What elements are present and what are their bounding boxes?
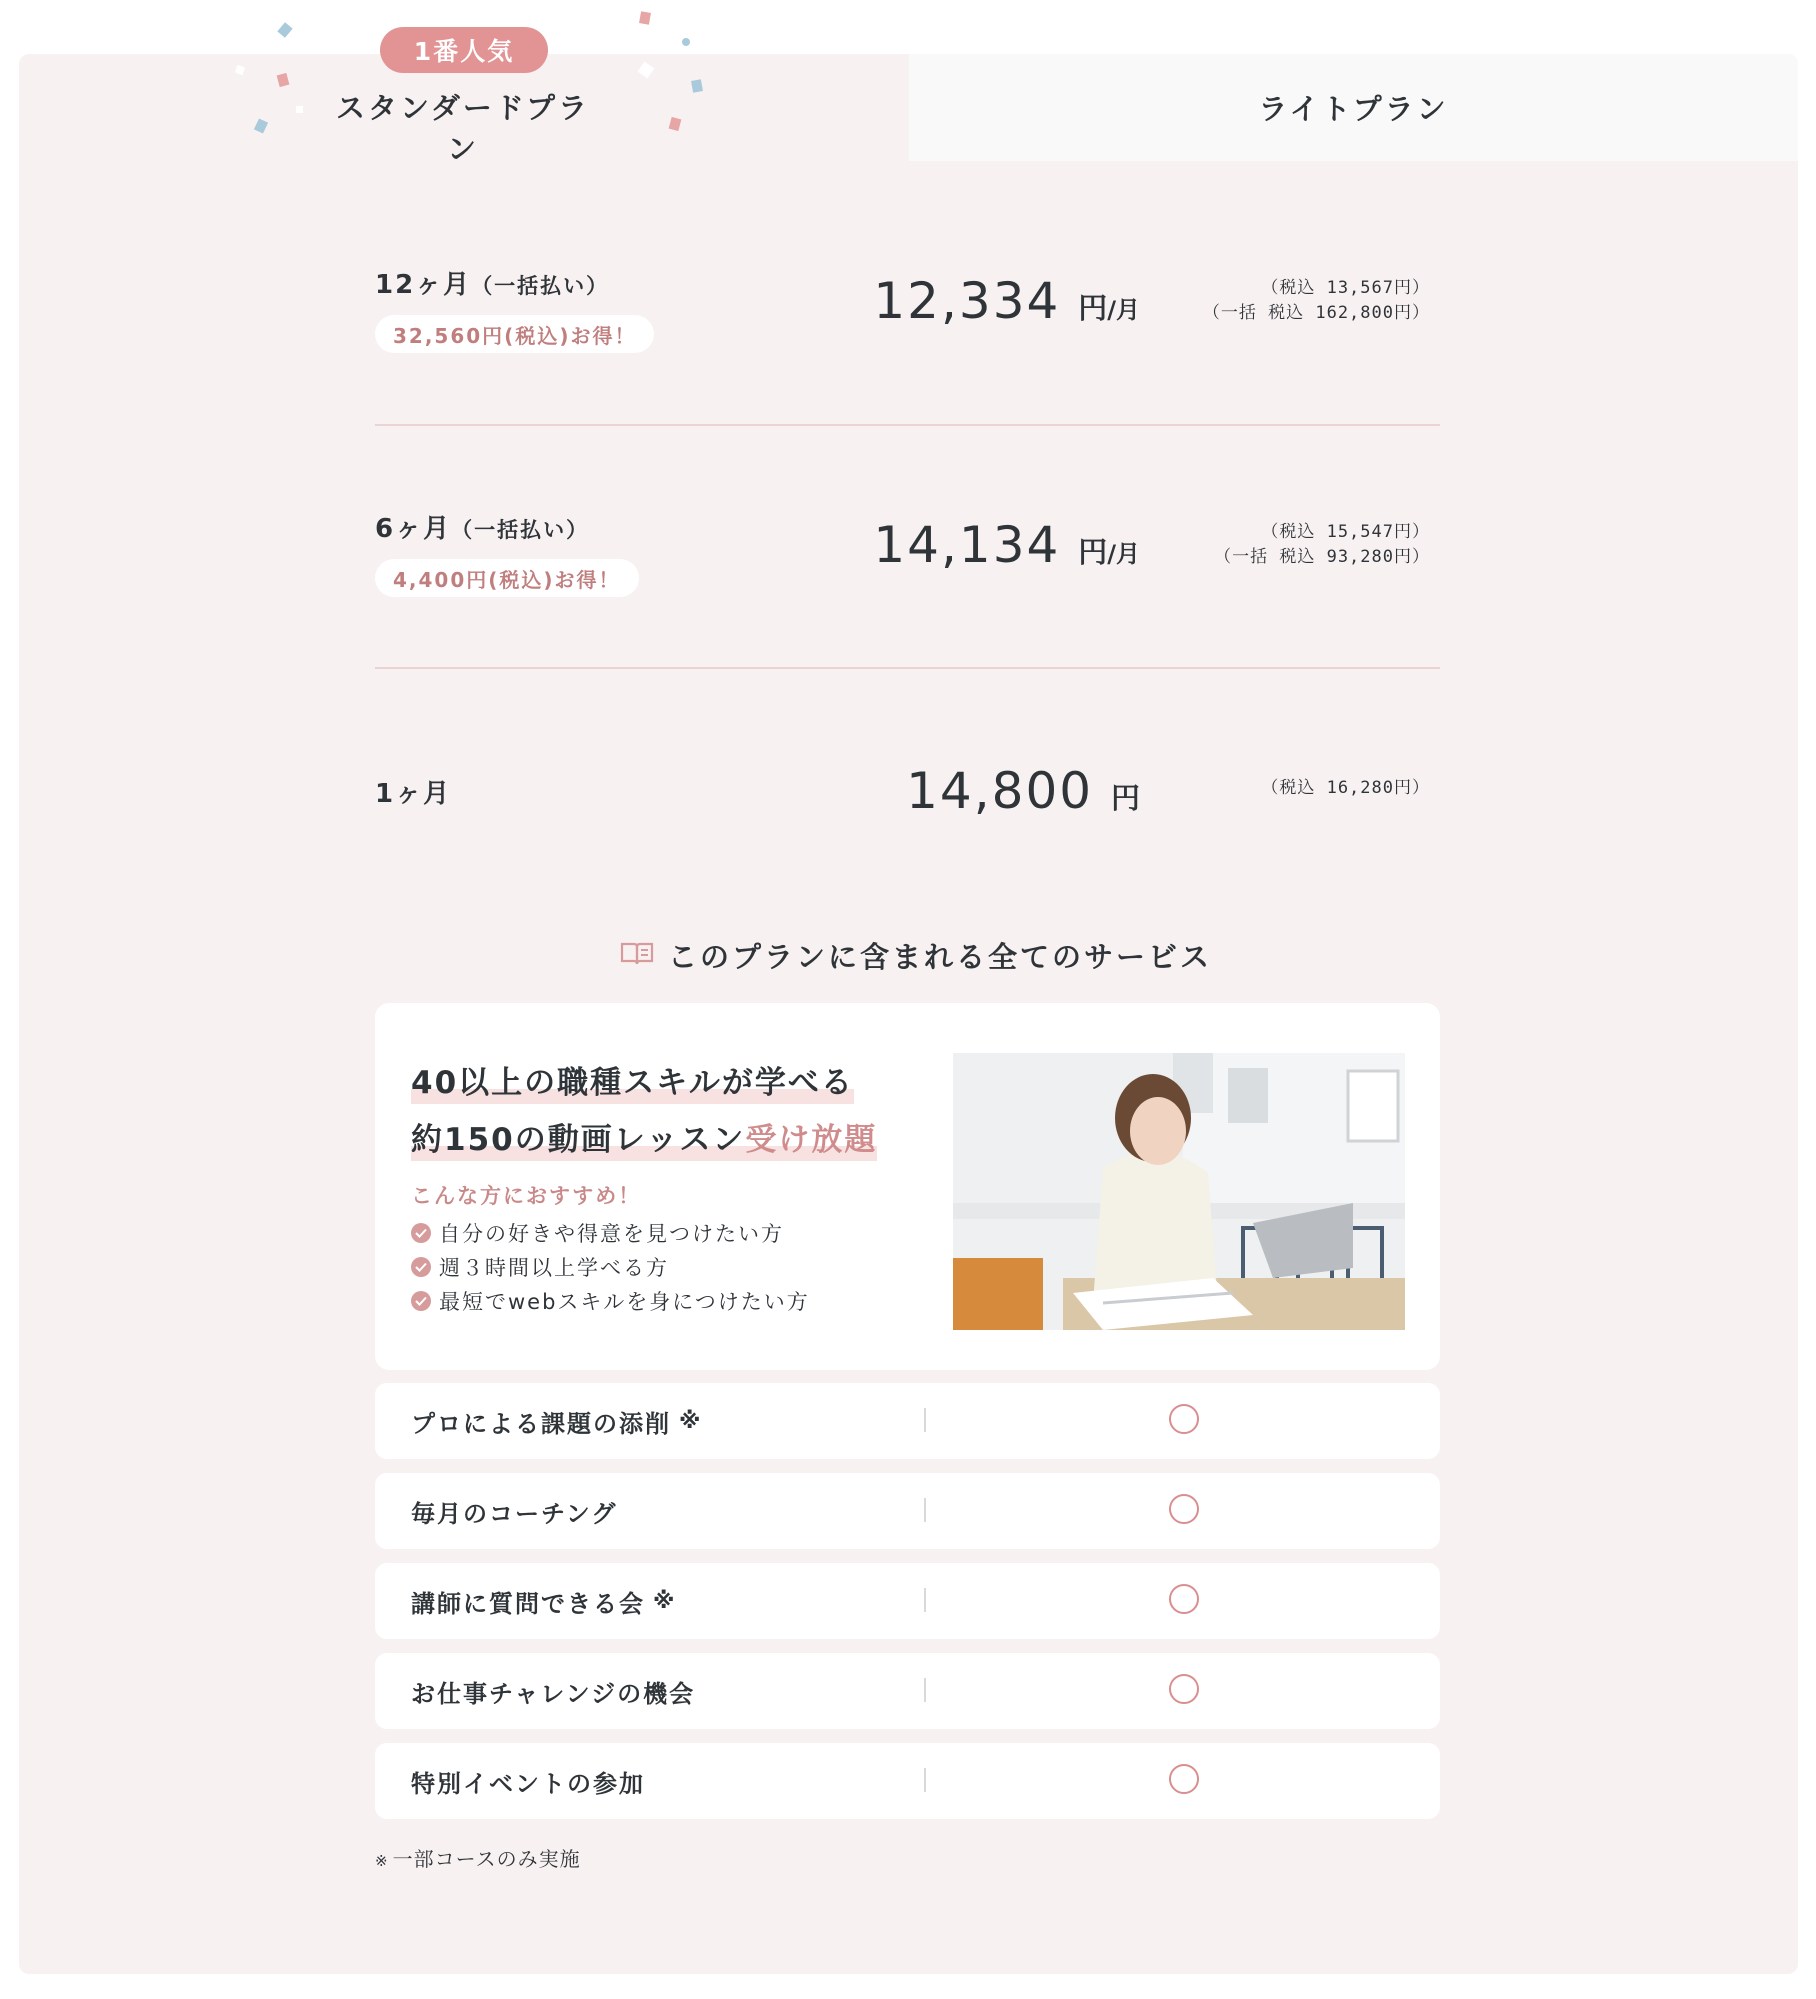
services-title: [620, 935, 1212, 976]
included-circle-icon: [1169, 1494, 1199, 1524]
plan-term: 12ヶ月（一括払い）: [375, 270, 610, 300]
tax-info: （税込 13,567円） （一括 税込 162,800円）: [1202, 278, 1430, 323]
service-row-special-event: [375, 1743, 1440, 1819]
plan-term: 6ヶ月（一括払い）: [375, 514, 590, 544]
services-title-text: このプランに含まれる全てのサービス: [668, 940, 1213, 974]
row-divider: [375, 667, 1440, 669]
check-icon: [411, 1223, 431, 1243]
service-row-work-challenge: [375, 1653, 1440, 1729]
check-icon: [411, 1291, 431, 1311]
service-label: プロによる課題の添削 ※: [411, 1408, 703, 1438]
feature-card: [375, 1003, 1440, 1370]
included-circle-icon: [1169, 1404, 1199, 1434]
row-divider: [375, 424, 1440, 426]
plan-row-12-months: [375, 264, 1440, 354]
tax-info: （税込 15,547円） （一括 税込 93,280円）: [1214, 522, 1430, 567]
recommend-item: 自分の好きや得意を見つけたい方: [411, 1218, 784, 1248]
plan-row-6-months: [375, 508, 1440, 598]
included-circle-icon: [1169, 1674, 1199, 1704]
included-circle-icon: [1169, 1584, 1199, 1614]
included-circle-icon: [1169, 1764, 1199, 1794]
divider: [924, 1498, 926, 1522]
check-icon: [411, 1257, 431, 1277]
tax-info: （税込 16,280円）: [1261, 778, 1430, 798]
book-icon: [620, 939, 654, 973]
feature-headline-line1: 40以上の職種スキルが学べる: [411, 1057, 854, 1104]
popular-badge: 1番人気: [380, 27, 548, 73]
service-row-review: [375, 1383, 1440, 1459]
savings-badge: 4,400円(税込)お得！: [375, 559, 639, 597]
footnote: ※ 一部コースのみ実施: [375, 1847, 581, 1871]
tab-light-plan[interactable]: ライトプラン: [909, 54, 1798, 161]
recommend-label: こんな方におすすめ！: [411, 1184, 642, 1208]
recommend-item: 最短でwebスキルを身につけたい方: [411, 1286, 810, 1316]
divider: [924, 1408, 926, 1432]
savings-badge: 32,560円(税込)お得！: [375, 315, 654, 353]
service-label: 特別イベントの参加: [411, 1769, 645, 1798]
service-row-qa-session: [375, 1563, 1440, 1639]
woman-studying-photo: [953, 1053, 1405, 1330]
plan-price: 14,134 円/月: [873, 516, 1140, 574]
service-label: お仕事チャレンジの機会: [411, 1679, 696, 1708]
service-label: 毎月のコーチング: [411, 1499, 618, 1528]
service-row-coaching: [375, 1473, 1440, 1549]
recommend-item: 週３時間以上学べる方: [411, 1252, 669, 1282]
plan-row-1-month: [375, 762, 1440, 832]
plan-term: 1ヶ月: [375, 779, 452, 809]
feature-headline-line2: 約150の動画レッスン受け放題: [411, 1114, 877, 1161]
service-label: 講師に質問できる会 ※: [411, 1588, 677, 1618]
divider: [924, 1768, 926, 1792]
tab-standard-plan[interactable]: スタンダードプラン: [336, 91, 590, 166]
plan-price: 14,800 円: [906, 762, 1140, 820]
plan-price: 12,334 円/月: [873, 272, 1140, 330]
divider: [924, 1588, 926, 1612]
divider: [924, 1678, 926, 1702]
